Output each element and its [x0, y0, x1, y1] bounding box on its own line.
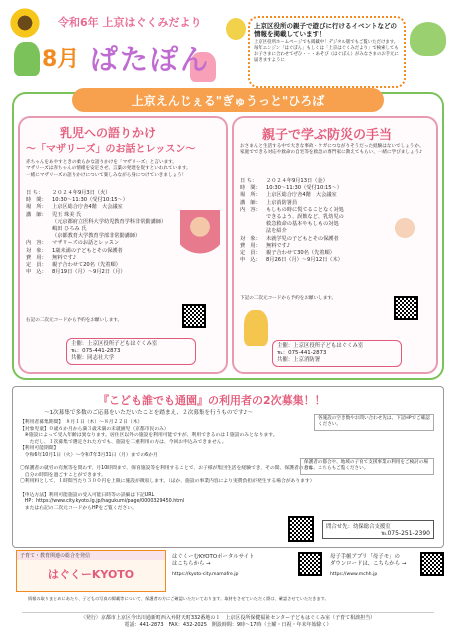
detail-row	[26, 240, 176, 247]
detail-key: 対 象：	[240, 235, 261, 242]
detail-value: 未就学児の子どもとその保護者	[266, 235, 339, 242]
detail-key: 場 所：	[26, 204, 47, 211]
detail-row	[240, 243, 380, 250]
right-qr-code[interactable]	[394, 296, 418, 320]
portal-qr-code[interactable]	[298, 552, 322, 576]
mother-baby-icon	[180, 210, 220, 266]
banner-title: 上京えんじぇる"ぎゅうっと"ひろば	[131, 93, 325, 108]
detail-value: 無料です♪	[52, 254, 77, 261]
detail-key: 定 員：	[26, 262, 47, 269]
detail-value: 上京消防署員	[266, 199, 298, 206]
detail-key: 申 込：	[26, 269, 47, 276]
character-icon	[410, 22, 446, 56]
notice-title: 上京区役所の親子で遊びに行けるイベントなどの情報を掲載しています！	[254, 22, 397, 38]
nursery-note2: 保護者の都合や、地域の子育て支援事業の利用をご検討の場合は、こちらもご覧ください。	[300, 458, 434, 475]
left-footer: 主催：上京区役所子どもはぐくみ室 ℡：075-441-2873 共催：同志社大学	[66, 338, 196, 365]
detail-key: 日 ち：	[240, 178, 258, 184]
first-aid-icon	[244, 310, 268, 346]
detail-value: もしもの時に慌てることなく対処 できるよう、誤飲など、乳幼児の 救急救命の基本やもしもの対処 法を紹介	[266, 206, 344, 235]
detail-row	[26, 255, 176, 262]
nursery-qr-code[interactable]	[288, 516, 314, 542]
detail-key: 費 用：	[26, 254, 47, 261]
detail-value: 親子合わせて20名（先着順）	[52, 262, 121, 269]
detail-key: 時 間：	[26, 197, 47, 204]
character-icon	[226, 18, 246, 40]
detail-value: マザリーズのお話とレッスン	[52, 240, 120, 247]
detail-key: 費 用：	[240, 242, 261, 249]
publisher: 〈発行〉京都市上京区今出川通新町西入弁財天町332番地の１ 上京区役所保健福祉センター子どもはぐくみ室（子育て相談担当） 電話：441-2873 FAX：432-2025 開設時間：9時～17時（土曜・日祝・年末年始除く）	[22, 612, 434, 629]
detail-key: 日 ち：	[26, 190, 44, 196]
sunflower-icon	[8, 6, 42, 40]
header-title: ぱたぽん	[90, 43, 211, 76]
detail-value: 親子合わせて30名（先着順）	[266, 250, 335, 257]
detail-row	[26, 269, 176, 276]
detail-key: 申 込：	[240, 257, 261, 264]
left-subtitle: ～「マザリーズ」のお話とレッスン～	[26, 144, 196, 155]
portal-link[interactable]: はぐくーむKYOTOポータルサイト はこちらから →	[172, 554, 255, 568]
left-title: 乳児への語りかけ	[60, 126, 157, 140]
detail-value: 10:30～11:30（受付10:15～）	[52, 197, 128, 204]
left-intro: 赤ちゃんをあやすときの柔らかな語りかけを「マザリーズ」と言います。 マザリーズは赤ちゃんの情緒を安定させ、言葉の発達を促すといわれています。 一緒にマザリーズの語りかけについて楽しみながら身につけていきましょう！	[26, 160, 191, 178]
detail-row	[240, 257, 380, 264]
detail-key: 講 師：	[26, 211, 47, 218]
right-apply: 下記の二次元コードから予約をお願いします。	[240, 296, 337, 301]
detail-key: 対 象：	[26, 247, 47, 254]
detail-row	[240, 200, 380, 207]
notice-body: 上京区役所ホームページでも掲載中！デジタル版でもご覧いただけます。毎年エンジン「はぐぽん」もしくは「上京はぐくみだより」で検索してもお子さまに合わせてぜひ・・・あそび（はぐぽん）がみなさまのお手元に届きますように	[254, 40, 399, 63]
detail-value: ２０２４年9月13日（金）	[266, 178, 328, 184]
right-details	[240, 178, 380, 264]
detail-row	[26, 212, 176, 241]
app-qr-code[interactable]	[420, 552, 444, 576]
detail-row	[240, 192, 380, 199]
detail-row	[26, 204, 176, 211]
detail-value: 1歳未満の子どもとその保護者	[52, 247, 123, 254]
detail-key: 時 間：	[240, 185, 261, 192]
right-title: 親子で学ぶ防災の手当	[262, 128, 393, 143]
right-intro: おさまんと生活する中で大きな事故・ケガにつながりそうだった経験はないでしょうか。 家庭でできる対応や救命の自宅等を救急の専門家に教えてもらい、一緒に学びましょう♪	[240, 144, 424, 156]
detail-key: 場 所：	[240, 192, 261, 199]
detail-row	[240, 236, 380, 243]
detail-value: 8月19日（月）～9月2日（月）	[52, 269, 126, 276]
left-qr-code[interactable]	[182, 304, 206, 328]
portal-url[interactable]: https://kyoto-city.mamafre.jp	[172, 572, 239, 577]
right-footer: 主催：上京区役所子どもはぐくみ室 ℡：075-441-2873 共催：上京消防署	[272, 340, 402, 367]
brand-name: はぐくーKYOTO	[47, 568, 135, 581]
app-url[interactable]: https://www.mchh.jp	[330, 572, 378, 577]
contact-tel: ℡075-251-2390	[381, 530, 430, 537]
detail-value: 8月26日（月）～9月12日（木）	[266, 257, 343, 264]
child-illustration-icon	[14, 42, 40, 76]
left-apply: 右記の二次元コードから予約をお願いします。	[26, 318, 123, 323]
brand-caption: 子育て・教育関連の総合を発信	[17, 551, 165, 560]
baby-icon	[388, 216, 422, 246]
detail-key: 講 師：	[240, 199, 261, 206]
nursery-title: 『こども誰でも通園』の利用者の2次募集！！	[98, 394, 326, 407]
detail-value: 上京区総合庁舎4階 大会議室	[52, 204, 123, 211]
left-details	[26, 190, 176, 276]
header-notice	[248, 16, 406, 88]
detail-value: 児玉 珠美 氏 （元京都府立医科大学幼児教育学科非常勤講師） 嶋田 ひろみ 氏 （京都教育大学教育学部非常勤講師）	[52, 211, 167, 240]
detail-row	[240, 207, 380, 236]
brand-box[interactable]	[16, 550, 166, 592]
nursery-body: 【利用者募集期間】 ８月１日（木）～８月２２日（木） 【対象児童】０歳６か月から満３歳未満の未就園児（京都市民のみ） ※施設によって受入年齢は異なります。居住区以外の施設を利用可能ですが、利用できるのは１施設のみとなります。 ただし、１次募集で選定された方でも、施設を二重利用の方は、今回お申込みできません。 【利用可能期間】 令和6年10月1日（火）～令和7年3月31日（月）までの6か月 〇保護者の就労の有無等を問わず、月10時間まで、保育施設等を利用することで、お子様が集団生活を経験でき、その間、保護者の方も 自分の時間を過ごすことができます。 〇利用料として、１時間当たり３００円を上限に施設が徴収します。（ほか、施設の事業内容により実費負担が発生する場合があります） 【申込方法】利用可能施設の受入可能日時等の詳細は下記URL HP：https://www.city.kyoto.lg.jp/hagukumi/page/0000329450.html または右記の二次元コードからHPをご覧ください。	[20, 420, 315, 511]
detail-row	[26, 248, 176, 255]
privacy-note: 情報の取りまとめにあたり、子どもの写真の掲載等について、保護者の方にご確認いただいております。取材をさせていただく際は、確認させていただきます。	[28, 596, 329, 601]
nursery-subtitle: ～1次募集で多数のご応募をいただいたことを踏まえ、２次募集を行うものです♪～	[44, 410, 253, 416]
detail-key: 内 容：	[240, 206, 261, 213]
nursery-contact	[322, 520, 434, 539]
detail-value: 無料です♪	[266, 242, 291, 249]
section-banner	[72, 88, 384, 112]
detail-value: 上京区総合庁舎4階 大会議室	[266, 192, 337, 199]
detail-key: 内 容：	[26, 240, 47, 247]
detail-key: 定 員：	[240, 250, 261, 257]
header-issue: 8月	[42, 47, 80, 72]
detail-value: ２０２４年9月3日（火）	[52, 190, 111, 196]
nursery-side-note: 各施設の空き数やお問い合わせ先は、下記HPでご確認ください。	[314, 414, 434, 431]
header-year: 令和6年 上京はぐくみだより	[58, 16, 202, 29]
detail-value: 10:30～11:30（受付10:15～）	[266, 185, 342, 192]
contact-label: 問合せ先：幼保総合支援室	[326, 524, 391, 530]
app-link[interactable]: 母子手帳アプリ「母子モ」の ダウンロードは、こちらから →	[330, 554, 407, 568]
